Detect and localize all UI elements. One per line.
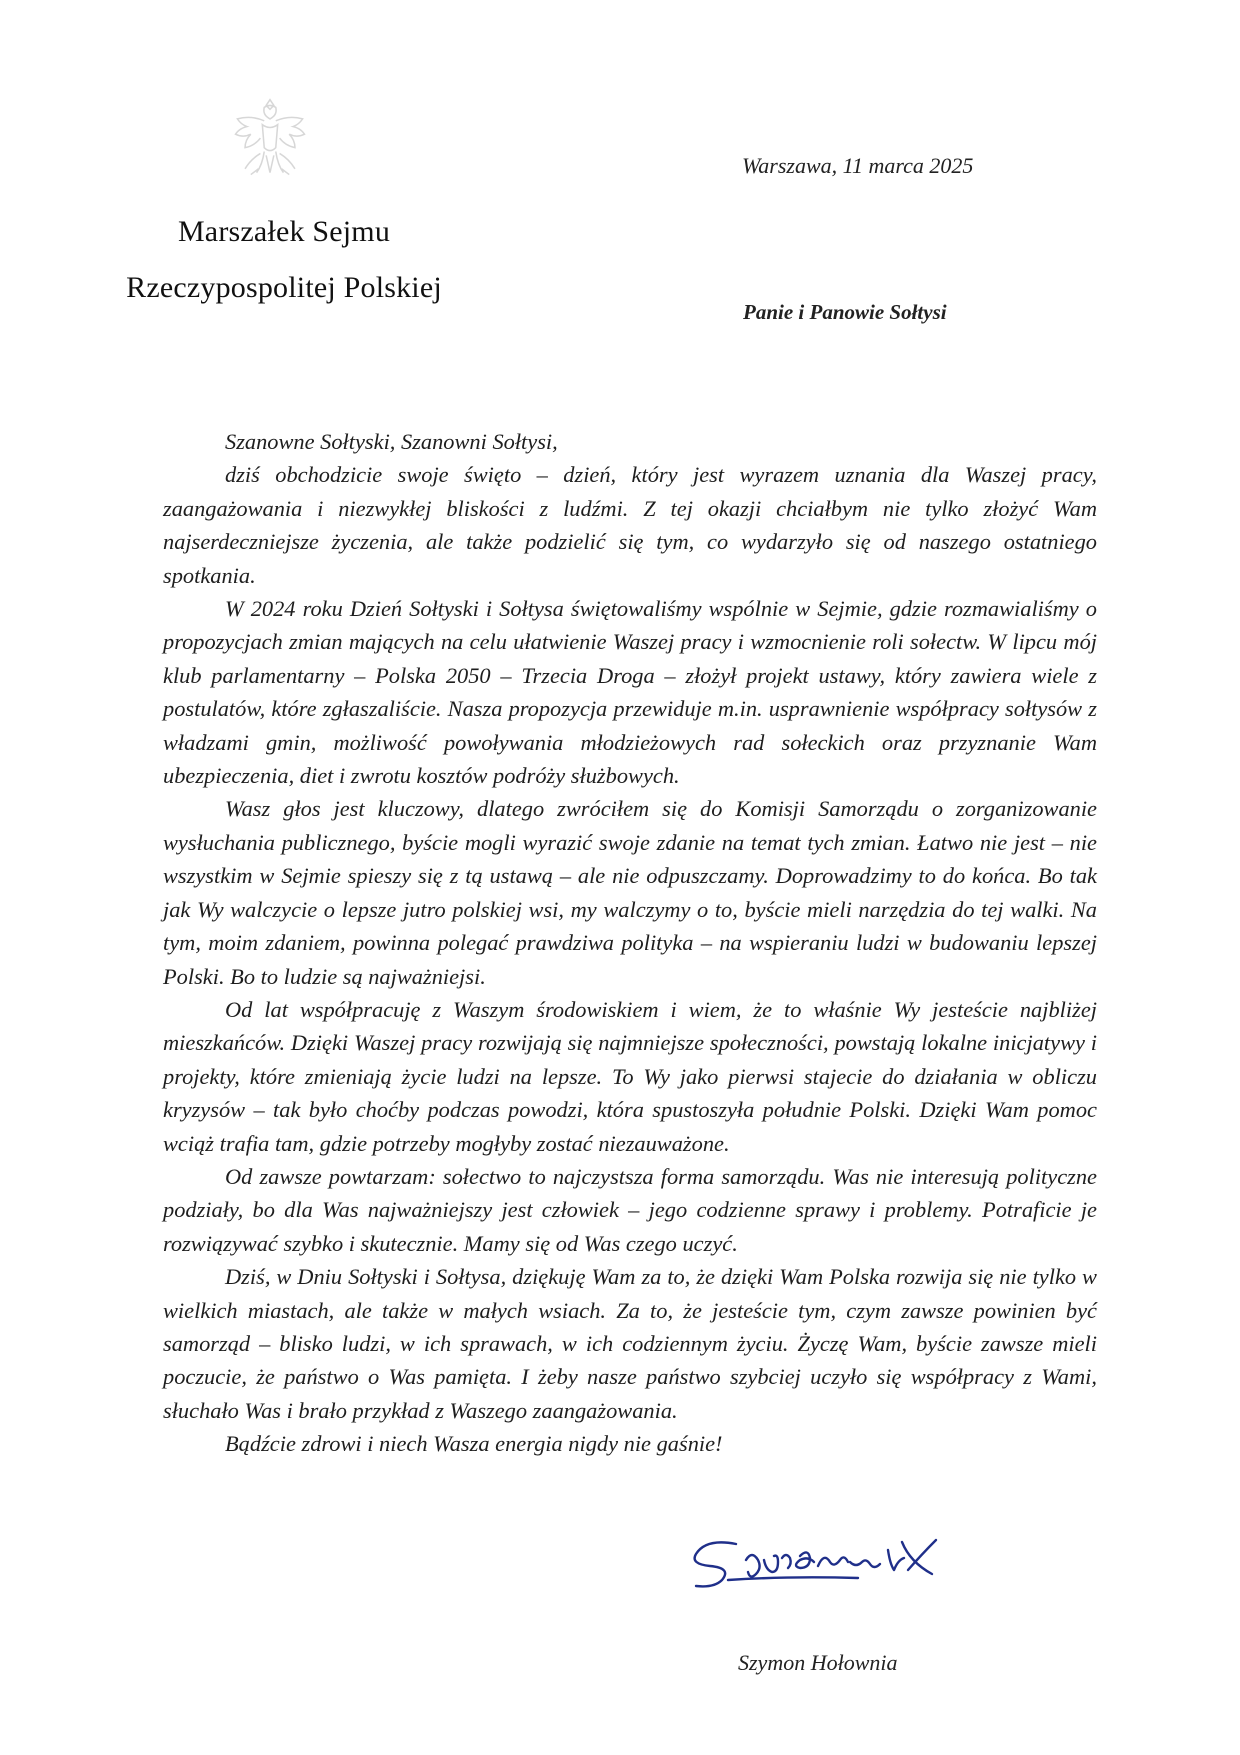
polish-eagle-emblem-icon [222, 92, 318, 188]
letterhead [114, 204, 454, 316]
body-paragraph: dziś obchodzicie swoje święto – dzień, który jest wyrazem uznania dla Waszej pracy, zaangażowania i niezwykłej bliskości z ludźmi. Z tej okazji chciałbym nie tylko złożyć Wam najserdeczniejsze życzenia, ale także podzielić się tym, co wydarzyło się od naszego ostatniego spotkania. [163, 462, 1097, 588]
body-paragraph: Od lat współpracuję z Waszym środowiskiem i wiem, że to właśnie Wy jesteście najbliżej mieszkańców. Dzięki Waszej pracy rozwijają się najmniejsze społeczności, powstają lokalne inicjatywy i projekty, które zmieniają życie ludzi na lepsze. To Wy jako pierwsi stajecie do działania w obliczu kryzysów – tak było choćby podczas powodzi, która spustoszyła południe Polski. Dzięki Wam pomoc wciąż trafia tam, gdzie potrzeby mogłyby zostać niezauważone. [163, 996, 1097, 1156]
body-paragraph: Wasz głos jest kluczowy, dlatego zwróciłem się do Komisji Samorządu o zorganizowanie wysłuchania publicznego, byście mogli wyrazić swoje zdanie na temat tych zmian. Łatwo nie jest – nie wszystkim w Sejmie spieszy się z tą ustawą – ale nie odpuszczamy. Doprowadzimy to do końca. Bo tak jak Wy walczycie o lepsze jutro polskiej wsi, my walczymy o to, byście mieli narzędzia do tej walki. Na tym, moim zdaniem, powinna polegać prawdziwa polityka – na wspieraniu ludzi w budowaniu lepszej Polski. Bo to ludzie są najważniejsi. [163, 796, 1097, 989]
handwritten-signature-icon [688, 1530, 988, 1608]
letterhead-org-line1: Marszałek Sejmu [177, 215, 391, 248]
closing-line: Bądźcie zdrowi i niech Wasza energia nigdy nie gaśnie! [225, 1431, 723, 1457]
signer-name: Szymon Hołownia [738, 1650, 898, 1675]
salutation: Szanowne Sołtyski, Szanowni Sołtysi, [225, 429, 558, 454]
body-paragraph: Dziś, w Dniu Sołtyski i Sołtysa, dziękuję Wam za to, że dzięki Wam Polska rozwija się nie tylko w wielkich miastach, ale także w małych wsiach. Za to, że jesteście tym, czym zawsze powinien być samorząd – blisko ludzi, w ich sprawach, w ich codziennym życiu. Życzę Wam, byście zawsze mieli poczucie, że państwo o Was pamięta. I żeby nasze państwo szybciej uczyło się współpracy z Wami, słuchało Was i brało przykład z Waszego zaangażowania. [163, 1264, 1097, 1423]
addressee: Panie i Panowie Sołtysi [743, 300, 947, 324]
body-paragraph: W 2024 roku Dzień Sołtyski i Sołtysa świętowaliśmy wspólnie w Sejmie, gdzie rozmawialiśmy o propozycjach zmian mających na celu ułatwienie Waszej pracy i wzmocnienie roli sołectw. W lipcu mój klub parlamentarny – Polska 2050 – Trzecia Droga – złożył projekt ustawy, który zawiera wiele z postulatów, które zgłaszaliście. Nasza propozycja przewiduje m.in. usprawnienie współpracy sołtysów z władzami gmin, możliwość powoływania młodzieżowych rad sołeckich oraz przyznanie Wam ubezpieczenia, diet i zwrotu kosztów podróży służbowych. [163, 596, 1097, 789]
letterhead-org-line2: Rzeczypospolitej Polskiej [126, 271, 442, 304]
body-paragraph: Od zawsze powtarzam: sołectwo to najczystsza forma samorządu. Was nie interesują polityczne podziały, bo dla Was najważniejszy jest człowiek – jego codzienne sprawy i problemy. Potraficie je rozwiązywać szybko i skutecznie. Mamy się od Was czego uczyć. [163, 1163, 1097, 1256]
letter-body [163, 425, 1097, 1461]
place-date: Warszawa, 11 marca 2025 [742, 153, 974, 178]
